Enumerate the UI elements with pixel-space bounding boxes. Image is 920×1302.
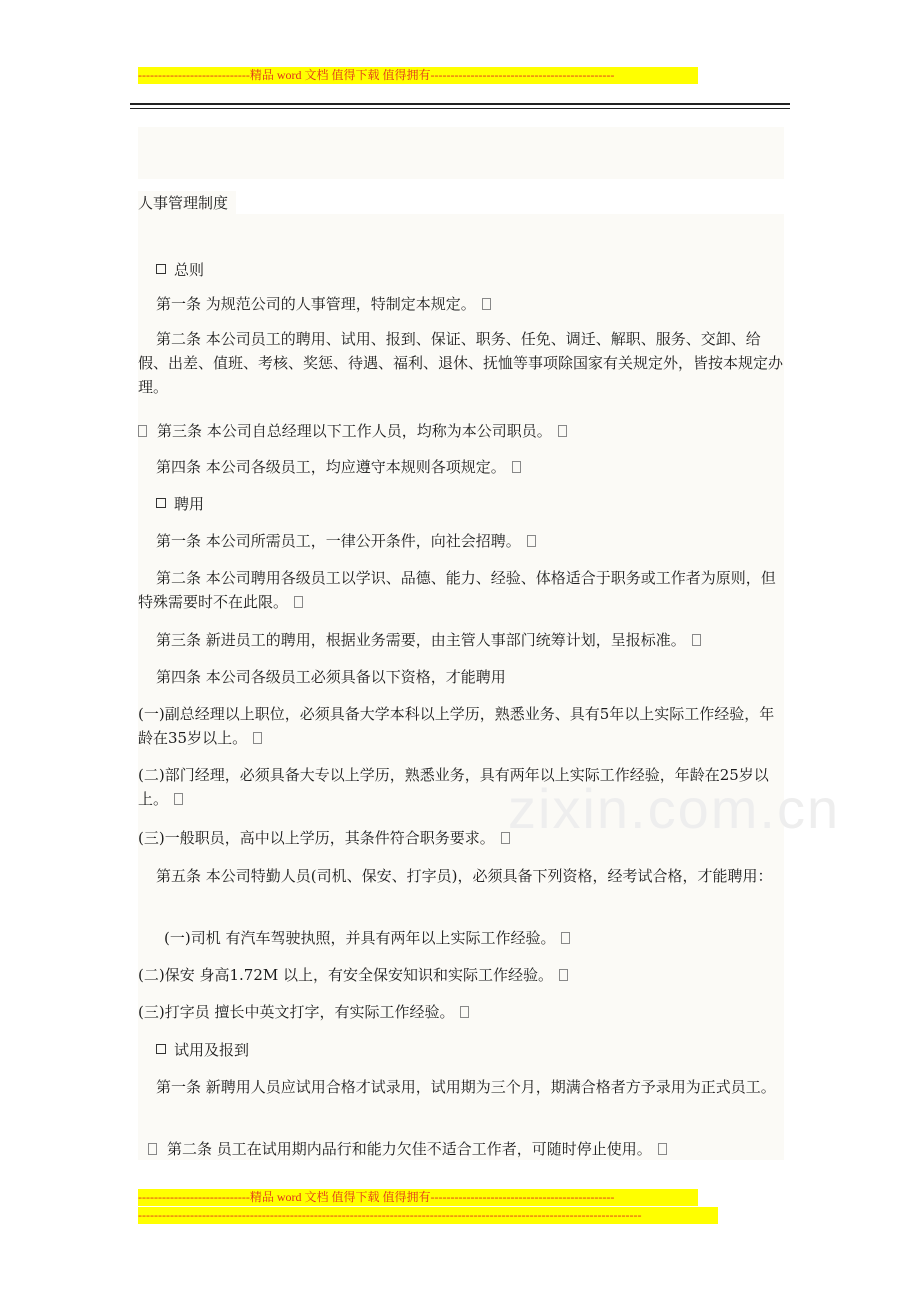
- paragraph: 第三条 新进员工的聘用，根据业务需要，由主管人事部门统筹计划，呈报标准。: [138, 628, 802, 652]
- paragraph: 第三条 本公司自总经理以下工作人员，均称为本公司职员。: [138, 419, 784, 443]
- checkbox-bullet-icon: [156, 1044, 166, 1054]
- missing-glyph-icon: [561, 932, 570, 944]
- paragraph: 第五条 本公司特勤人员(司机、保安、打字员)，必须具备下列资格，经考试合格，才能聘用：: [156, 867, 773, 885]
- paragraph: 第二条 员工在试用期内品行和能力欠佳不适合工作者，可随时停止使用。: [138, 1137, 794, 1161]
- paragraph: (三)一般职员，高中以上学历，其条件符合职务要求。: [138, 826, 784, 850]
- missing-glyph-icon: [527, 535, 536, 547]
- paragraph: (二)保安 身高1.72M 以上，有安全保安知识和实际工作经验。: [138, 963, 784, 987]
- paragraph: 第四条 本公司各级员工必须具备以下资格，才能聘用: [156, 668, 506, 686]
- missing-glyph-icon: [512, 461, 521, 473]
- checkbox-bullet-icon: [156, 264, 166, 274]
- paragraph: 第四条 本公司各级员工，均应遵守本规则各项规定。: [138, 455, 802, 479]
- missing-glyph-icon: [558, 425, 567, 437]
- header-rule-thin: [130, 108, 790, 109]
- section-heading: 试用及报到: [138, 1038, 802, 1062]
- missing-glyph-icon: [294, 596, 303, 608]
- header-rule-thick: [130, 103, 790, 105]
- header-band: [138, 127, 784, 179]
- missing-glyph-icon: [692, 634, 701, 646]
- paragraph: 第二条 本公司聘用各级员工以学识、品德、能力、经验、体格适合于职务或工作者为原则，但特殊需要时不在此限。: [138, 569, 776, 611]
- document-title: 人事管理制度: [138, 191, 236, 215]
- missing-glyph-icon: [174, 793, 183, 805]
- paragraph: (二)部门经理，必须具备大专以上学历，熟悉业务，具有两年以上实际工作经验，年龄在25岁以上。: [138, 766, 769, 808]
- paragraph: 第一条 本公司所需员工，一律公开条件，向社会招聘。: [138, 529, 802, 553]
- paragraph: (三)打字员 擅长中英文打字，有实际工作经验。: [138, 1000, 784, 1024]
- footer-banner-dashes: ------------------------------------------------------------------------------------------------------------------------------: [138, 1207, 718, 1224]
- paragraph: 第一条 为规范公司的人事管理，特制定本规定。: [138, 292, 802, 316]
- missing-glyph-icon: [501, 832, 510, 844]
- missing-glyph-icon: [658, 1143, 667, 1155]
- missing-glyph-icon: [482, 298, 491, 310]
- missing-glyph-icon: [559, 969, 568, 981]
- paragraph: (一)司机 有汽车驾驶执照，并具有两年以上实际工作经验。: [138, 926, 810, 950]
- header-banner: ----------------------------精品 word 文档 值得下载 值得拥有----------------------------------------------: [138, 67, 698, 84]
- watermark: zixin.com.cn: [508, 777, 841, 840]
- section-heading: 总则: [138, 258, 802, 282]
- paragraph: (一)副总经理以上职位，必须具备大学本科以上学历，熟悉业务、具有5年以上实际工作经验，年龄在35岁以上。: [138, 705, 775, 747]
- document-body: [138, 214, 841, 1160]
- paragraph: 第一条 新聘用人员应试用合格才试录用，试用期为三个月，期满合格者方予录用为正式员工。: [156, 1078, 776, 1096]
- checkbox-bullet-icon: [156, 498, 166, 508]
- section-heading: 聘用: [138, 492, 802, 516]
- paragraph: 第二条 本公司员工的聘用、试用、报到、保证、职务、任免、调迁、解职、服务、交卸、给假、出差、值班、考核、奖惩、待遇、福利、退休、抚恤等事项除国家有关规定外，皆按本规定办理。: [138, 330, 784, 396]
- missing-glyph-icon: [460, 1006, 469, 1018]
- missing-glyph-icon: [253, 732, 262, 744]
- footer-banner: ----------------------------精品 word 文档 值得下载 值得拥有----------------------------------------------: [138, 1189, 698, 1206]
- missing-glyph-icon: [148, 1143, 157, 1155]
- missing-glyph-icon: [138, 425, 147, 437]
